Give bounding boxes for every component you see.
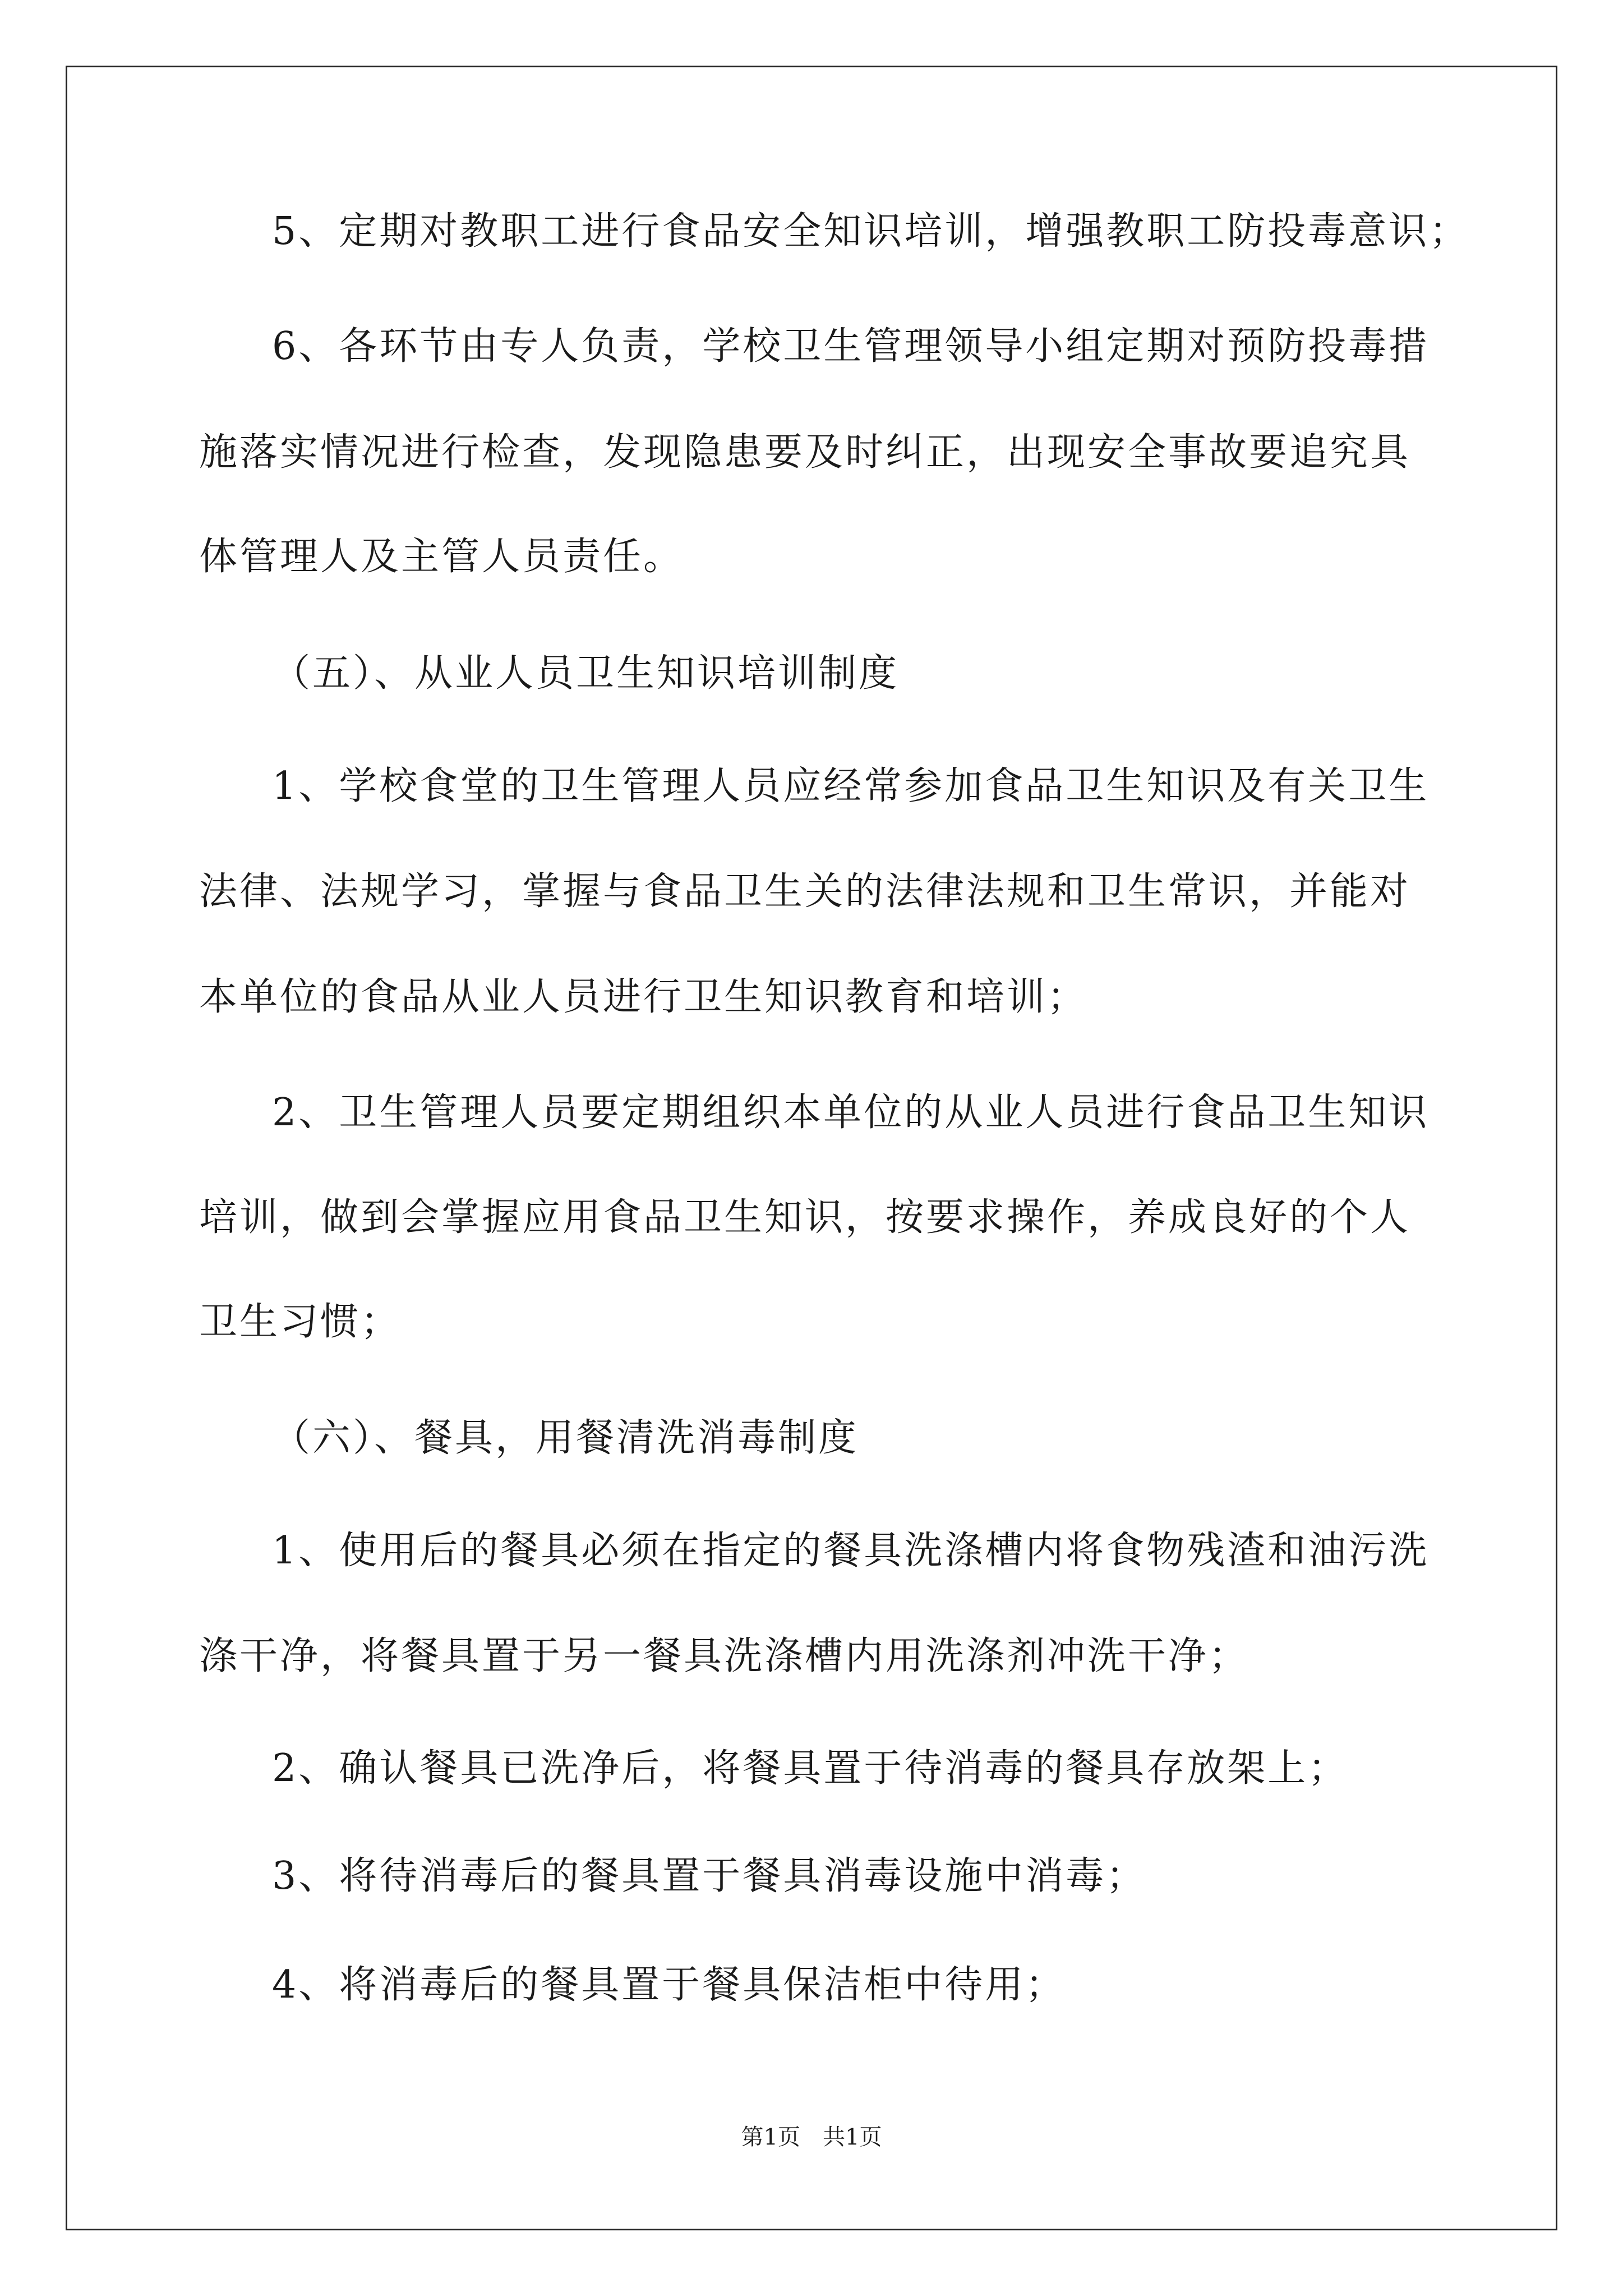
section-heading: （五）、从业人员卫生知识培训制度 <box>272 651 900 696</box>
paragraph-line: 培训，做到会掌握应用食品卫生知识，按要求操作，养成良好的个人 <box>199 1195 1411 1240</box>
paragraph-line: 3、将待消毒后的餐具置于餐具消毒设施中消毒； <box>272 1854 1147 1898</box>
paragraph-line: 6、各环节由专人负责，学校卫生管理领导小组定期对预防投毒措 <box>272 324 1430 369</box>
page-border <box>66 66 1557 2230</box>
paragraph-line: 2、确认餐具已洗净后，将餐具置于待消毒的餐具存放架上； <box>272 1746 1349 1791</box>
paragraph-line: 涤干净，将餐具置于另一餐具洗涤槽内用洗涤剂冲洗干净； <box>199 1634 1249 1678</box>
paragraph-line: 5、定期对教职工进行食品安全知识培训，增强教职工防投毒意识； <box>272 209 1470 254</box>
paragraph-line: 1、使用后的餐具必须在指定的餐具洗涤槽内将食物残渣和油污洗 <box>272 1529 1430 1573</box>
page-number: 第1页 共1页 <box>741 2124 882 2150</box>
paragraph-line: 4、将消毒后的餐具置于餐具保洁柜中待用； <box>272 1963 1066 2007</box>
paragraph-line: 1、学校食堂的卫生管理人员应经常参加食品卫生知识及有关卫生 <box>272 764 1430 808</box>
paragraph-line: 本单位的食品从业人员进行卫生知识教育和培训； <box>199 975 1088 1019</box>
paragraph-line: 法律、法规学习，掌握与食品卫生关的法律法规和卫生常识，并能对 <box>199 869 1411 914</box>
paragraph-line: 卫生习惯； <box>199 1300 402 1344</box>
section-heading: （六）、餐具，用餐清洗消毒制度 <box>272 1416 859 1460</box>
paragraph-line: 施落实情况进行检查，发现隐患要及时纠正，出现安全事故要追究具 <box>199 430 1411 475</box>
paragraph-line: 体管理人及主管人员责任。 <box>199 535 684 579</box>
paragraph-line: 2、卫生管理人员要定期组织本单位的从业人员进行食品卫生知识 <box>272 1091 1430 1135</box>
